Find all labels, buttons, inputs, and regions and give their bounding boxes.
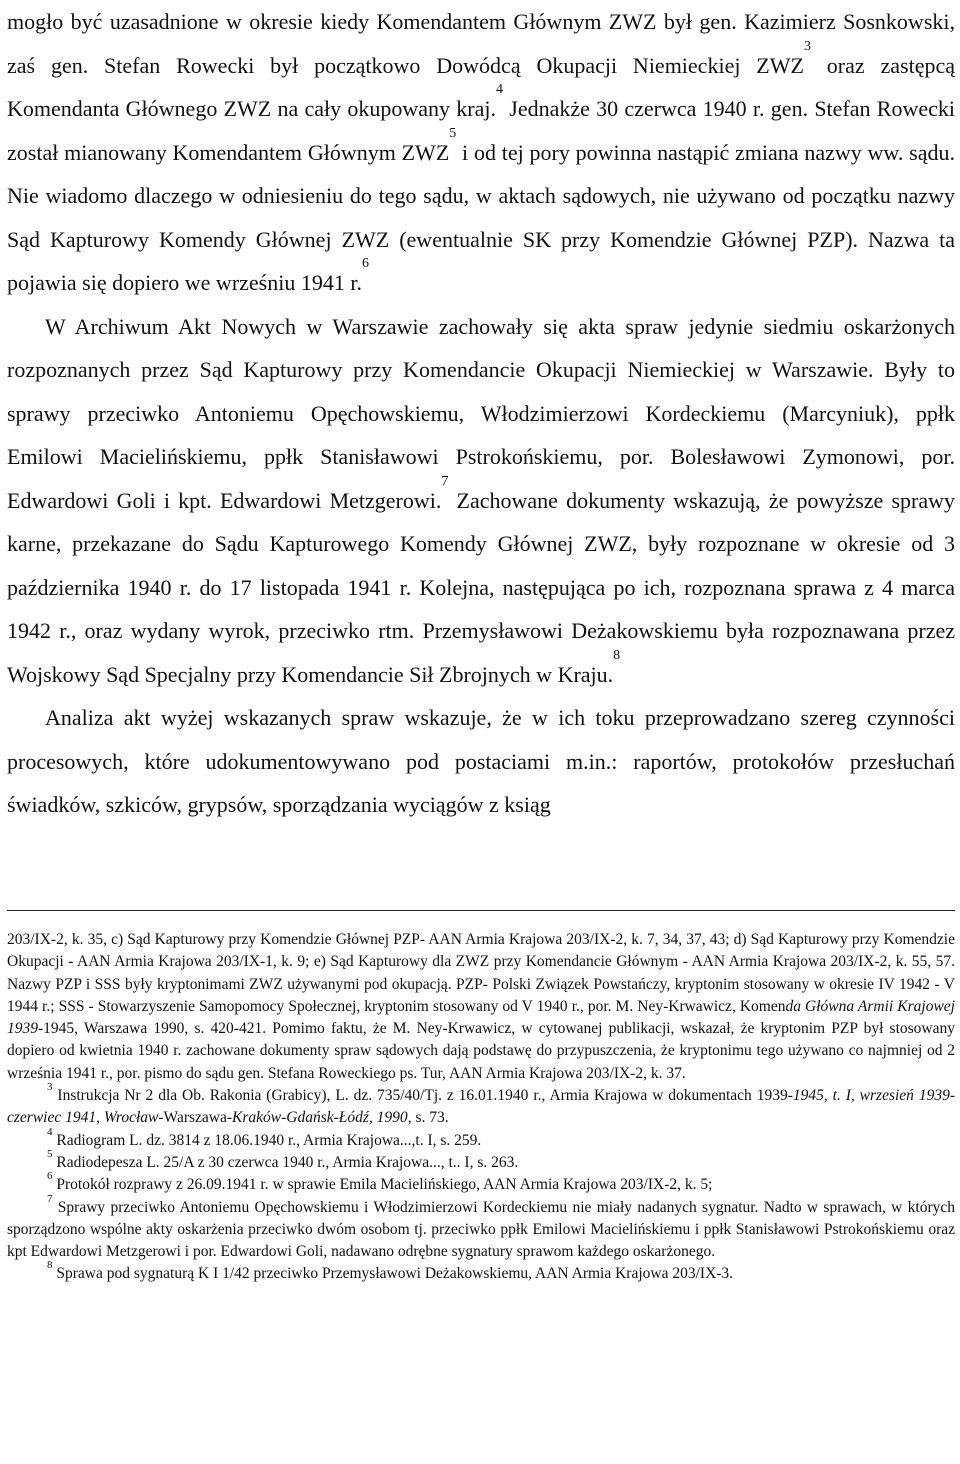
footnote-7-text: Sprawy przeciwko Antoniemu Opęchowskiemu i Włodzimierzowi Kordeckiemu nie miały nadanych sygnatur. Nadto w sprawach, w których sporządzono wspólne akty oskarżenia przeciwko dwóm osobom tj. przeciwko ppłk Emilowi Macielińskiemu i ppłk Stanisławowi Pstrokońskiemu oraz kpt Edwardowi Metzgerowi i por. Edwardowi Goli, nadawano odrębne sygnatury sprawom każdego oskarżonego. xyxy=(7,1198,955,1261)
footnote-3-text-c: , s. 73. xyxy=(407,1109,449,1127)
footnote-6-text: Protokół rozprawy z 26.09.1941 r. w sprawie Emila Macielińskiego, AAN Armia Krajowa 203/IX-2, k. 5; xyxy=(52,1176,713,1194)
footnote-3-number: 3 xyxy=(47,1081,53,1094)
footnote-separator xyxy=(7,910,955,911)
footnotes xyxy=(7,929,955,1286)
paragraph-1-text-d: i od tej pory powinna nastąpić zmiana nazwy ww. sądu. Nie wiadomo dlaczego w odniesieniu do tego sądu, w aktach sądowych, nie używano od początku nazwy Sąd Kapturowy Komendy Głównej ZWZ (ewentualnie SK przy Komendzie Głównej PZP). Nazwa ta pojawia się dopiero we wrześniu 1941 r. xyxy=(7,139,955,295)
footnote-7-number: 7 xyxy=(47,1192,53,1205)
footnote-8-text: Sprawa pod sygnaturą K I 1/42 przeciwko Przemysławowi Deżakowskiemu, AAN Armia Krajowa 203/IX-3. xyxy=(52,1265,734,1283)
footnote-3-text-b: -Warszawa- xyxy=(158,1109,233,1127)
paragraph-3: Analiza akt wyżej wskazanych spraw wskazuje, że w ich toku przeprowadzano szereg czynności procesowych, które udokumentowywano pod postaciami m.in.: raportów, protokołów przesłuchań świadków, szkiców, grypsów, sporządzania wyciągów z ksiąg xyxy=(7,705,955,817)
paragraph-2 xyxy=(7,305,955,697)
footnote-5-text: Radiodepesza L. 25/A z 30 czerwca 1940 r., Armia Krajowa..., t.. I, s. 263. xyxy=(52,1153,519,1171)
paragraph-2-text-b: Zachowane dokumenty wskazują, że powyższe sprawy karne, przekazane do Sądu Kapturowego Komendy Głównej ZWZ, były rozpoznane w okresie od 3 października 1940 r. do 17 listopada 1941 r. Kolejna, następująca po ich, rozpoznana sprawa z 4 marca 1942 r., oraz wydany wyrok, przeciwko rtm. Przemysławowi Deżakowskiemu była rozpoznawana przez Wojskowy Sąd Specjalny przy Komendancie Sił Zbrojnych w Kraju. xyxy=(7,487,955,687)
paragraph-2-text-a: W Archiwum Akt Nowych w Warszawie zachowały się akta spraw jedynie siedmiu oskarżonych rozpoznanych przez Sąd Kapturowy przy Komendancie Okupacji Niemieckiej w Warszawie. Były to sprawy przeciwko Antoniemu Opęchowskiemu, Włodzimierzowi Kordeckiemu (Marcyniuk), ppłk Emilowi Macielińskiemu, ppłk Stanisławowi Pstrokońskiemu, por. Bolesławowi Zymonowi, por. Edwardowi Goli i kpt. Edwardowi Metzgerowi. xyxy=(7,313,955,513)
footnote-ref-8: 8 xyxy=(613,647,621,663)
footnote-continuation xyxy=(7,929,955,1085)
main-text xyxy=(7,0,955,827)
footnote-3-italic-b: Kraków-Gdańsk-Łódź, 1990 xyxy=(232,1109,408,1127)
footnote-ref-3: 3 xyxy=(803,38,811,54)
paragraph-1-text-c: Jednakże 30 czerwca 1940 r. gen. Stefan Rowecki został mianowany Komendantem Głównym ZWZ xyxy=(7,96,955,165)
footnote-ref-6: 6 xyxy=(361,256,369,271)
footnote-3-italic-a: 1945, t. I, wrzesień 1939-czerwiec 1941, Wrocław xyxy=(7,1087,955,1127)
footnote-5 xyxy=(7,1147,955,1174)
footnote-continuation-text-a: 203/IX-2, k. 35, c) Sąd Kapturowy przy Komendzie Głównej PZP- AAN Armia Krajowa 203/IX-2, k. 7, 34, 37, 43; d) Sąd Kapturowy przy Komendzie Okupacji - AAN Armia Krajowa 203/IX-1, k. 9; e) Sąd Kapturowy dla ZWZ przy Komendancie Głównym - AAN Armia Krajowa 203/IX-2, k. 55, 57. Nazwy PZP i SSS były kryptonimami ZWZ używanymi pod okupacją. PZP- Polski Związek Powstańczy, kryptonim stosowany w okresie IV 1942 - V 1944 r.; SSS - Stowarzyszenie Samopomocy Społecznej, kryptonim stosowany od V 1940 r., por. M. Ney-Krwawicz, Komen xyxy=(7,931,955,1015)
footnote-8 xyxy=(7,1259,955,1285)
footnote-8-number: 8 xyxy=(47,1259,53,1272)
paragraph-1 xyxy=(7,0,955,305)
footnote-3 xyxy=(7,1081,955,1130)
footnote-4 xyxy=(7,1125,955,1152)
footnote-ref-7: 7 xyxy=(441,473,449,489)
footnote-ref-5: 5 xyxy=(449,125,457,141)
paragraph-1-text-b: oraz zastępcą Komendanta Głównego ZWZ na cały okupowany kraj. xyxy=(7,52,955,121)
footnote-4-number: 4 xyxy=(47,1125,53,1138)
footnote-ref-4: 4 xyxy=(496,82,503,97)
footnote-6-number: 6 xyxy=(47,1170,53,1183)
footnote-5-number: 5 xyxy=(47,1147,53,1160)
footnote-4-text: Radiogram L. dz. 3814 z 18.06.1940 r., Armia Krajowa...,t. I, s. 259. xyxy=(52,1131,482,1149)
footnote-6 xyxy=(7,1170,955,1196)
footnote-continuation-italic: da Główna Armii Krajowej 1939 xyxy=(7,997,955,1038)
footnote-7 xyxy=(7,1192,955,1264)
paragraph-1-text-a: mogło być uzasadnione w okresie kiedy Komendantem Głównym ZWZ był gen. Kazimierz Sosnkowski, zaś gen. Stefan Rowecki był początkowo Dowódcą Okupacji Niemieckiej ZWZ xyxy=(7,9,955,78)
footnote-3-text-a: Instrukcja Nr 2 dla Ob. Rakonia (Grabicy), L. dz. 735/40/Tj. z 16.01.1940 r., Armia Krajowa w dokumentach 1939- xyxy=(52,1087,793,1105)
footnote-continuation-text-b: -1945, Warszawa 1990, s. 420-421. Pomimo faktu, że M. Ney-Krwawicz, w cytowanej publikacji, wskazał, że kryptonim PZP był stosowany dopiero od kwietnia 1940 r. zachowane dokumenty spraw sądowych dają podstawę do przypuszczenia, że kryptonimu tego używano co najmniej od 2 września 1941 r., por. pismo do sądu gen. Stefana Roweckiego ps. Tur, AAN Armia Krajowa 203/IX-2, k. 37. xyxy=(7,1020,955,1082)
